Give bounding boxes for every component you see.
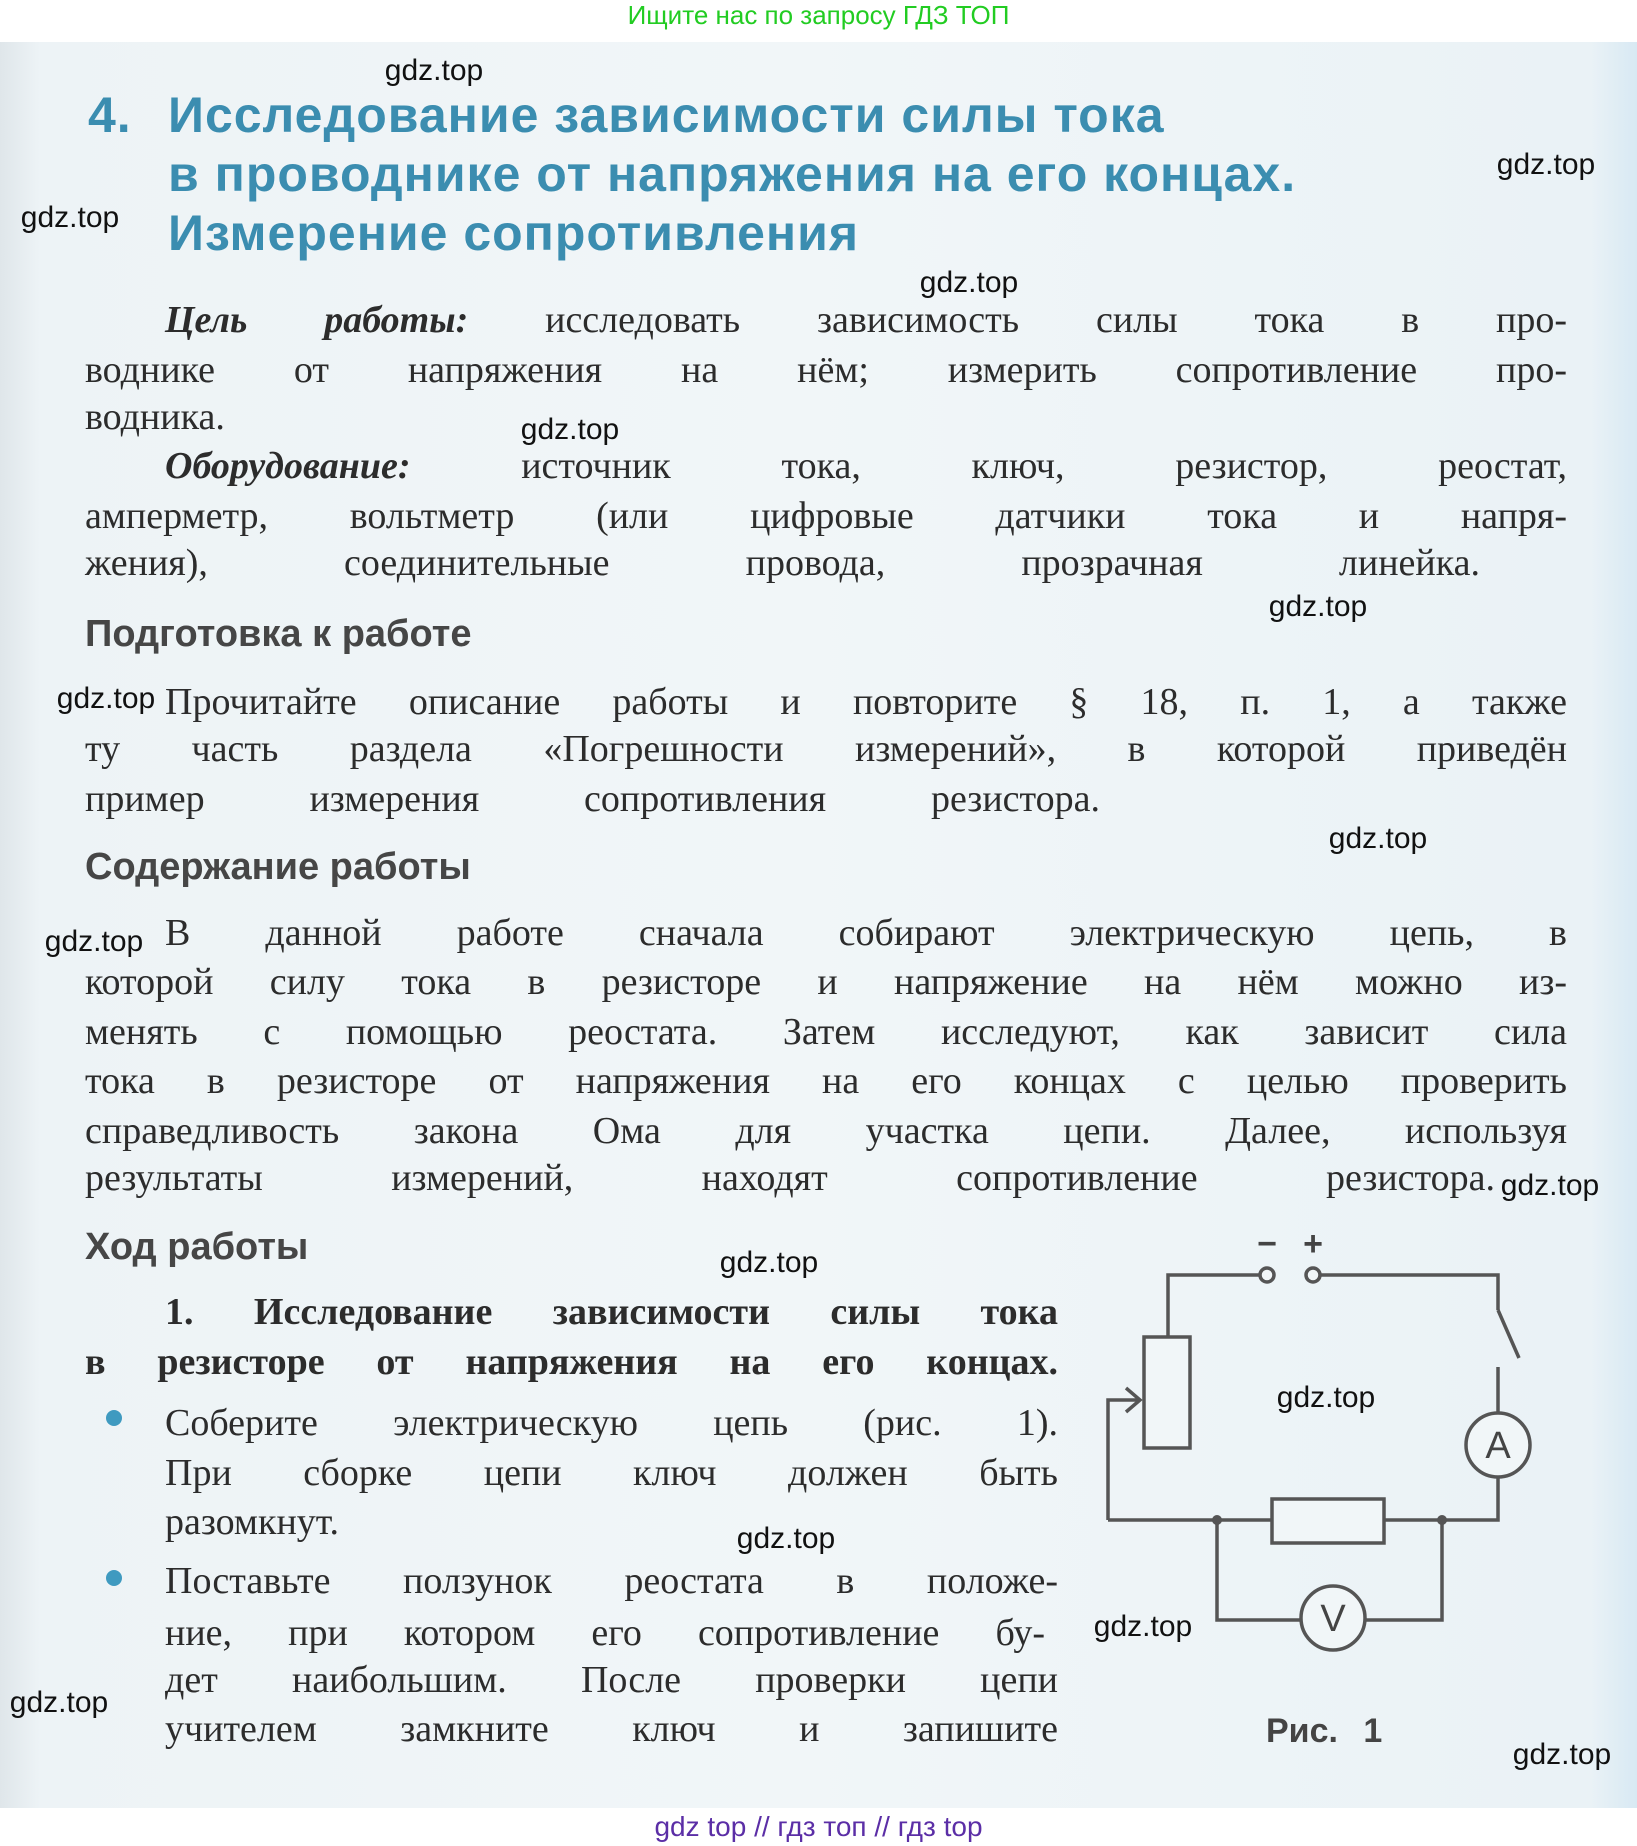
bullet2-line-2: ние, при котором его сопротивление бу-: [165, 1612, 1045, 1654]
wire-bottom-right: [1384, 1477, 1498, 1520]
voltmeter-label: V: [1320, 1598, 1346, 1640]
minus-label: −: [1257, 1225, 1277, 1263]
content-line-5: справедливость закона Ома для участка цепи. Далее, используя: [85, 1110, 1567, 1152]
watermark: gdz.top: [56, 682, 156, 715]
junction-node: [1212, 1515, 1222, 1525]
footer-links: gdz top // гдз топ // гдз top: [654, 1811, 983, 1842]
bullet2-line-4: учителем замкните ключ и запишите: [165, 1708, 1058, 1750]
content-line-4: тока в резисторе от напряжения на его концах с целью проверить: [85, 1060, 1567, 1102]
content-line-1: В данной работе сначала собирают электрическую цепь, в: [165, 912, 1567, 954]
bullet1-line-2: При сборке цепи ключ должен быть: [165, 1452, 1058, 1494]
content-line-3: менять с помощью реостата. Затем исследуют, как зависит сила: [85, 1011, 1567, 1053]
title-line-2: в проводнике от напряжения на его концах.: [168, 146, 1297, 202]
watermark: gdz.top: [1276, 1381, 1376, 1414]
watermark: gdz.top: [736, 1522, 836, 1555]
watermark: gdz.top: [20, 201, 120, 234]
watermark: gdz.top: [520, 413, 620, 446]
procedure-heading: Ход работы: [85, 1226, 309, 1268]
bullet1-line-1: Соберите электрическую цепь (рис. 1).: [165, 1402, 1058, 1444]
prep-heading: Подготовка к работе: [85, 613, 472, 655]
bullet-icon: [106, 1570, 122, 1586]
watermark: gdz.top: [384, 54, 484, 87]
prep-line-2: ту часть раздела «Погрешности измерений», в которой приведён: [85, 728, 1567, 770]
switch-key: [1498, 1310, 1519, 1358]
equipment-label: Оборудование:: [165, 445, 411, 487]
plus-label: +: [1303, 1225, 1323, 1263]
equipment-line-3: жения), соединительные провода, прозрачная линейка.: [85, 542, 1480, 584]
watermark: gdz.top: [1496, 148, 1596, 181]
resistor: [1272, 1499, 1384, 1543]
watermark: gdz.top: [1328, 822, 1428, 855]
junction-node: [1437, 1515, 1447, 1525]
watermark: gdz.top: [1268, 590, 1368, 623]
equipment-line-2: амперметр, вольтметр (или цифровые датчики тока и напря-: [85, 495, 1567, 537]
goal-line-1: Цель работы: исследовать зависимость силы тока в про-: [165, 299, 1567, 341]
bullet1-line-3: разомкнут.: [165, 1501, 340, 1543]
bullet2-line-3: дет наибольшим. После проверки цепи: [165, 1659, 1058, 1701]
equipment-line-1: Оборудование: источник тока, ключ, резистор, реостат,: [165, 445, 1567, 487]
terminal-minus: [1260, 1268, 1274, 1282]
terminal-plus: [1306, 1268, 1320, 1282]
circuit-diagram: [1080, 1220, 1637, 1780]
content-heading: Содержание работы: [85, 846, 471, 888]
title-line-3: Измерение сопротивления: [168, 205, 860, 261]
step1-line-1: 1. Исследование зависимости силы тока: [165, 1291, 1058, 1333]
watermark: gdz.top: [719, 1246, 819, 1279]
goal-line-2: воднике от напряжения на нём; измерить сопротивление про-: [85, 349, 1567, 391]
prep-line-1: Прочитайте описание работы и повторите § 18, п. 1, а также: [165, 681, 1567, 723]
goal-line-3: водника.: [85, 396, 225, 438]
step1-line-2: в резисторе от напряжения на его концах.: [85, 1341, 1058, 1383]
figure-caption: Рис. 1: [1266, 1712, 1383, 1750]
wire-top-left: [1168, 1275, 1260, 1337]
search-banner: Ищите нас по запросу ГДЗ ТОП: [627, 0, 1010, 30]
watermark: gdz.top: [1512, 1738, 1612, 1771]
watermark: gdz.top: [1093, 1610, 1193, 1643]
bullet-icon: [106, 1410, 122, 1426]
content-line-6: результаты измерений, находят сопротивление резистора.: [85, 1157, 1495, 1199]
bullet2-line-1: Поставьте ползунок реостата в положе-: [165, 1560, 1058, 1602]
rheostat: [1144, 1337, 1190, 1448]
wire-top-right: [1320, 1275, 1498, 1310]
title-line-1: Исследование зависимости силы тока: [168, 87, 1165, 143]
watermark: gdz.top: [9, 1686, 109, 1719]
watermark: gdz.top: [919, 266, 1019, 299]
prep-line-3: пример измерения сопротивления резистора.: [85, 778, 1100, 820]
ammeter-label: A: [1485, 1425, 1511, 1467]
watermark: gdz.top: [44, 925, 144, 958]
content-line-2: которой силу тока в резисторе и напряжение на нём можно из-: [85, 961, 1567, 1003]
watermark: gdz.top: [1500, 1169, 1600, 1202]
section-number: 4.: [88, 87, 132, 143]
rheostat-slider-wire: [1108, 1400, 1140, 1520]
goal-label: Цель работы:: [165, 299, 469, 341]
